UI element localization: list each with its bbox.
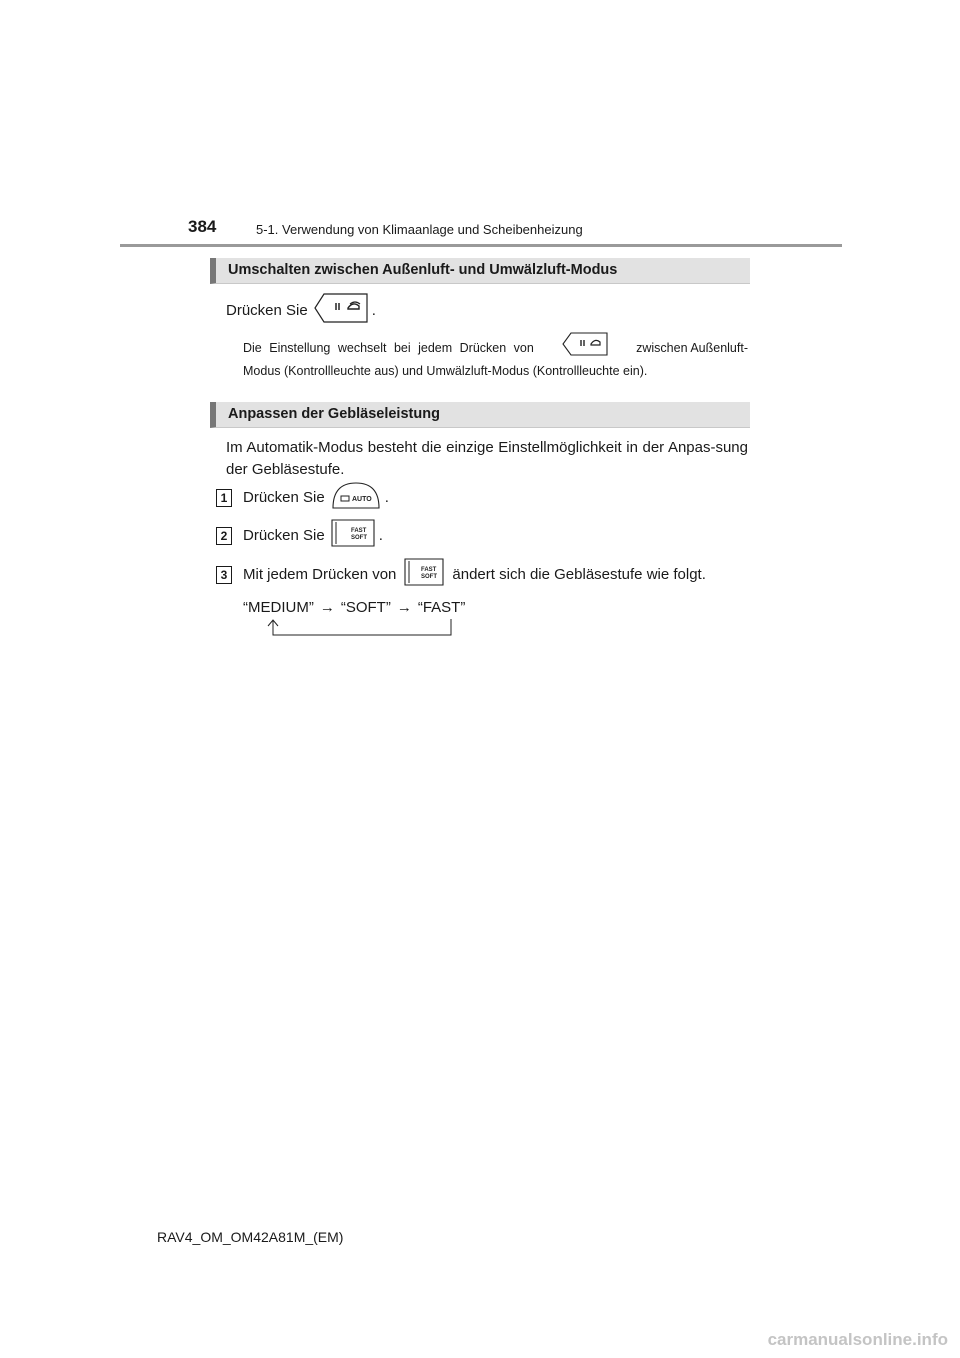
page-number: 384 (188, 217, 217, 236)
soft-label: SOFT (350, 534, 367, 541)
section-heading-fan-speed-text: Anpassen der Gebläseleistung (228, 406, 440, 422)
cycle-soft: “SOFT” (340, 599, 391, 616)
section-title: 5-1. Verwendung von Klimaanlage und Scheibenheizung (256, 222, 583, 237)
section-heading-fan-speed (210, 402, 750, 428)
watermark: carmanualsonline.info (767, 1330, 948, 1349)
document-code: RAV4_OM_OM42A81M_(EM) (157, 1229, 344, 1245)
step-3-prefix: Mit jedem Drücken von (243, 566, 397, 583)
step-3-suffix: ändert sich die Gebläsestufe wie folgt. (452, 566, 706, 583)
cycle-return-arrow (264, 617, 460, 639)
section-heading-air-mode-text: Umschalten zwischen Außenluft- und Umwälzluft-Modus (228, 262, 618, 278)
note-part2: zwischen Außenluft- (636, 340, 748, 355)
step-1-prefix: Drücken Sie (243, 489, 325, 506)
fast-soft-button-icon-step3 (404, 558, 444, 593)
instruction-suffix: . (371, 302, 376, 319)
step-1-suffix: . (384, 489, 389, 506)
fast-label-step3: FAST (421, 566, 437, 573)
soft-label-step3: SOFT (421, 573, 438, 580)
fast-soft-button-icon (331, 519, 375, 554)
auto-button-label: AUTO (351, 495, 372, 503)
instruction-prefix: Drücken Sie (226, 302, 308, 319)
cycle-arrow-2: → (396, 599, 412, 616)
recirculation-button-icon (314, 293, 368, 330)
cycle-arrow-1: → (319, 599, 335, 616)
auto-button-icon (331, 481, 381, 516)
note-line2: Modus (Kontrollleuchte aus) und Umwälzluft-Modus (Kontrollleuchte ein). (243, 364, 648, 378)
cycle-medium: “MEDIUM” (243, 599, 314, 616)
fan-speed-cycle (243, 597, 465, 619)
step-badge-1: 1 (216, 489, 232, 507)
air-mode-instruction (226, 298, 376, 324)
step-1 (243, 484, 389, 512)
step-badge-2: 2 (216, 527, 232, 545)
section-heading-air-mode (210, 258, 750, 284)
step-2 (243, 522, 383, 550)
step-2-suffix: . (378, 527, 383, 544)
cycle-fast: “FAST” (417, 599, 466, 616)
fast-label: FAST (350, 527, 367, 534)
fan-speed-intro: Im Automatik-Modus besteht die einzige Einstellmöglichkeit in der Anpas-sung der Gebläsestufe. (226, 439, 748, 478)
step-2-prefix: Drücken Sie (243, 527, 325, 544)
header-divider (120, 244, 842, 247)
step-badge-3: 3 (216, 566, 232, 584)
step-3 (243, 561, 706, 589)
air-mode-note (243, 336, 748, 383)
note-part1: Die Einstellung wechselt bei jedem Drücken von (243, 340, 534, 355)
